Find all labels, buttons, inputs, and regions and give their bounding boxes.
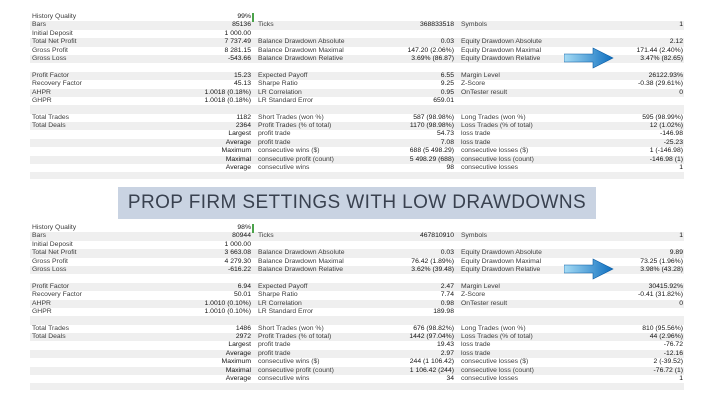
metric-value: 99% — [237, 13, 251, 20]
metric-label: Profit Trades (% of total) — [258, 333, 332, 341]
metric-value: 98% — [237, 224, 251, 231]
table-row — [30, 38, 684, 46]
metric-label: LR Standard Error — [258, 307, 314, 315]
metric-value: 8 281.15 — [224, 46, 251, 54]
metric-label: profit trade — [258, 349, 291, 357]
metric-value: 0 — [679, 88, 683, 96]
table-row — [30, 241, 684, 249]
metric-value: 1 000.00 — [224, 240, 251, 248]
metric-value: 1 — [679, 375, 683, 383]
metric-value: Average — [225, 375, 251, 383]
spacer-row — [30, 316, 684, 324]
metric-label: Balance Drawdown Absolute — [258, 249, 345, 257]
metric-label: GHPR — [32, 307, 52, 315]
table-row — [30, 21, 684, 29]
backtest-report-table-bottom — [30, 224, 684, 390]
metric-value: 2.47 — [440, 282, 454, 290]
metric-label: Balance Drawdown Relative — [258, 54, 344, 62]
metric-label: Equity Drawdown Relative — [461, 54, 541, 62]
metric-value: 1486 — [235, 324, 251, 332]
metric-value: 73.25 (1.96%) — [640, 257, 683, 265]
highlight-arrow-icon — [564, 47, 614, 69]
metric-value: 6.94 — [237, 282, 251, 290]
metric-label: Gross Loss — [32, 54, 67, 62]
metric-value: 3.62% (39.48) — [411, 265, 454, 273]
metric-label: Profit Factor — [32, 71, 70, 79]
metric-value: 3.98% (43.28) — [580, 266, 684, 274]
table-row — [30, 114, 684, 122]
metric-value: 30415.92% — [648, 282, 683, 290]
metric-label: Equity Drawdown Absolute — [461, 249, 542, 257]
metric-value: 467810910 — [419, 232, 454, 240]
table-footer-band — [30, 172, 684, 179]
metric-value: 0.03 — [440, 249, 454, 257]
metric-label: Long Trades (won %) — [461, 324, 526, 332]
metric-label: Recovery Factor — [32, 291, 82, 299]
highlight-arrow-icon — [564, 258, 614, 280]
metric-value: Maximum — [221, 147, 251, 155]
metric-value: 98 — [446, 164, 454, 172]
metric-label: Gross Profit — [32, 257, 68, 265]
table-row — [30, 122, 684, 130]
metric-value: 2972 — [235, 333, 251, 341]
metric-label: loss trade — [461, 138, 491, 146]
metric-value: Largest — [228, 130, 251, 138]
metric-label: LR Standard Error — [258, 96, 314, 104]
metric-value: 12 (1.02%) — [649, 122, 683, 130]
table-footer-band — [30, 383, 684, 390]
metric-value: 54.73 — [436, 130, 454, 138]
metric-value: 2364 — [235, 122, 251, 130]
metric-label: Short Trades (won %) — [258, 324, 324, 332]
metric-value: 1 — [679, 164, 683, 172]
spacer-row — [30, 105, 684, 113]
metric-value: 244 (1 106.42) — [409, 358, 454, 366]
metric-label: consecutive wins ($) — [258, 147, 320, 155]
metric-value: 80944 — [232, 232, 251, 240]
metric-label: consecutive wins ($) — [258, 358, 320, 366]
metric-value: 1 000.00 — [224, 29, 251, 37]
metric-value: 45.13 — [233, 80, 251, 88]
metric-value: 1182 — [236, 113, 251, 121]
metric-value: 1442 (97.04%) — [409, 333, 454, 341]
metric-value: 44 (2.96%) — [649, 333, 683, 341]
table-row — [30, 89, 684, 97]
metric-value: 5 498.29 (688) — [409, 155, 454, 163]
metric-label: Initial Deposit — [32, 29, 73, 37]
history-quality-bar-fill — [252, 13, 254, 22]
metric-value: Largest — [228, 341, 251, 349]
metric-label: Balance Drawdown Absolute — [258, 38, 345, 46]
metric-value: 7 737.49 — [224, 38, 251, 46]
metric-label: consecutive losses ($) — [461, 147, 529, 155]
metric-value: 1.0018 (0.18%) — [204, 88, 251, 96]
metric-label: History Quality — [32, 224, 77, 231]
metric-value: 2.12 — [669, 38, 683, 46]
table-row — [30, 283, 684, 291]
metric-label: LR Correlation — [258, 299, 302, 307]
metric-label: Equity Drawdown Relative — [461, 265, 541, 273]
metric-value: Average — [225, 349, 251, 357]
metric-label: consecutive losses — [461, 375, 519, 383]
metric-label: Margin Level — [461, 282, 500, 290]
metric-value: 7.08 — [440, 138, 454, 146]
metric-label: OnTester result — [461, 88, 508, 96]
metric-label: Gross Profit — [32, 46, 68, 54]
metric-value: -0.38 (29.61%) — [638, 80, 683, 88]
metric-value: -12.16 — [663, 349, 683, 357]
metric-label: Expected Payoff — [258, 282, 308, 290]
metric-value: 50.01 — [233, 291, 251, 299]
metric-value: 1 — [679, 232, 683, 240]
metric-value: 6.55 — [440, 71, 454, 79]
metric-label: Symbols — [461, 21, 488, 29]
metric-label: Loss Trades (% of total) — [461, 122, 533, 130]
metric-label: Balance Drawdown Maximal — [258, 257, 344, 265]
metric-value: 0.03 — [440, 38, 454, 46]
metric-label: Equity Drawdown Maximal — [461, 257, 542, 265]
metric-value: 34 — [446, 375, 454, 383]
metric-value: 1.0018 (0.18%) — [204, 96, 251, 104]
metric-label: Equity Drawdown Maximal — [461, 46, 542, 54]
metric-value: 85136 — [232, 21, 251, 29]
metric-value: -76.72 (1) — [653, 366, 683, 374]
metric-label: Total Net Profit — [32, 38, 77, 46]
metric-value: 1 — [679, 21, 683, 29]
metric-value: 4 279.30 — [224, 257, 251, 265]
metric-label: Sharpe Ratio — [258, 80, 298, 88]
metric-value: 3.69% (86.87) — [411, 54, 454, 62]
metric-label: loss trade — [461, 349, 491, 357]
metric-label: consecutive loss (count) — [461, 366, 534, 374]
metric-value: 9.89 — [669, 249, 683, 257]
history-quality-row — [30, 224, 684, 232]
metric-label: Total Trades — [32, 113, 70, 121]
metric-label: consecutive wins — [258, 375, 310, 383]
metric-label: Balance Drawdown Relative — [258, 265, 344, 273]
table-row — [30, 308, 684, 316]
metric-value: 810 (95.56%) — [642, 324, 683, 332]
metric-label: Sharpe Ratio — [258, 291, 298, 299]
metric-value: Average — [225, 138, 251, 146]
table-row — [30, 350, 684, 358]
metric-value: 171.44 (2.40%) — [636, 46, 683, 54]
backtest-report-table-top — [30, 13, 684, 179]
metric-value: -543.66 — [227, 54, 251, 62]
metric-label: consecutive profit (count) — [258, 155, 334, 163]
metric-label: AHPR — [32, 299, 51, 307]
metric-value: 659.01 — [433, 96, 454, 104]
metric-label: Gross Loss — [32, 265, 67, 273]
metric-value: Average — [225, 164, 251, 172]
metric-value: Maximal — [225, 155, 251, 163]
table-row — [30, 164, 684, 172]
metric-label: Bars — [32, 21, 46, 29]
metric-value: 19.43 — [436, 341, 454, 349]
history-quality-bar-fill — [252, 224, 254, 233]
metric-value: 0 — [679, 299, 683, 307]
table-row — [30, 325, 684, 333]
table-row — [30, 97, 684, 105]
metric-value: 676 (98.82%) — [413, 324, 454, 332]
table-row — [30, 139, 684, 147]
metric-label: Balance Drawdown Maximal — [258, 46, 344, 54]
history-quality-row — [30, 13, 684, 21]
table-row — [30, 156, 684, 164]
metric-value: 0.95 — [440, 88, 454, 96]
table-row — [30, 30, 684, 38]
table-row — [30, 333, 684, 341]
table-row — [30, 232, 684, 240]
table-row — [30, 130, 684, 138]
metric-label: Ticks — [258, 232, 274, 240]
banner-title: PROP FIRM SETTINGS WITH LOW DRAWDOWNS — [118, 187, 596, 219]
table-row — [30, 72, 684, 80]
metric-value: 3.47% (82.65) — [580, 55, 684, 63]
metric-value: 147.20 (2.06%) — [407, 46, 454, 54]
metric-label: loss trade — [461, 130, 491, 138]
metric-label: OnTester result — [461, 299, 508, 307]
metric-label: Recovery Factor — [32, 80, 82, 88]
metric-label: Expected Payoff — [258, 71, 308, 79]
metric-value: 9.25 — [440, 80, 454, 88]
metric-value: 2 (-39.52) — [653, 358, 683, 366]
metric-label: Initial Deposit — [32, 240, 73, 248]
metric-value: 1170 (98.98%) — [409, 122, 454, 130]
metric-label: Total Net Profit — [32, 249, 77, 257]
metric-value: 368833518 — [419, 21, 454, 29]
history-quality-bar — [252, 14, 646, 21]
metric-label: Margin Level — [461, 71, 500, 79]
metric-value: 587 (98.98%) — [413, 113, 454, 121]
metric-value: 189.98 — [433, 307, 454, 315]
metric-label: Total Trades — [32, 324, 70, 332]
metric-value: -616.22 — [227, 265, 251, 273]
metric-label: AHPR — [32, 88, 51, 96]
metric-value: 1.0010 (0.10%) — [204, 299, 251, 307]
metric-label: Z-Score — [461, 291, 486, 299]
metric-label: consecutive losses — [461, 164, 519, 172]
metric-value: Maximum — [221, 358, 251, 366]
metric-value: 0.98 — [440, 299, 454, 307]
metric-label: Profit Factor — [32, 282, 70, 290]
metric-label: Symbols — [461, 232, 488, 240]
table-row — [30, 147, 684, 155]
metric-label: profit trade — [258, 341, 291, 349]
metric-label: Total Deals — [32, 333, 66, 341]
metric-label: consecutive wins — [258, 164, 310, 172]
metric-value: Maximal — [225, 366, 251, 374]
metric-value: 7.74 — [440, 291, 454, 299]
metric-label: GHPR — [32, 96, 52, 104]
metric-label: Equity Drawdown Absolute — [461, 38, 542, 46]
metric-value: -146.98 (1) — [649, 155, 683, 163]
metric-value: 3 663.08 — [224, 249, 251, 257]
table-row — [30, 300, 684, 308]
metric-label: consecutive profit (count) — [258, 366, 334, 374]
metric-label: Bars — [32, 232, 46, 240]
metric-value: 76.42 (1.89%) — [411, 257, 454, 265]
metric-label: Profit Trades (% of total) — [258, 122, 332, 130]
metric-value: 2.97 — [440, 349, 454, 357]
history-quality-bar — [252, 225, 646, 232]
table-row — [30, 358, 684, 366]
metric-value: 1 106.42 (244) — [409, 366, 454, 374]
table-row — [30, 80, 684, 88]
table-row — [30, 291, 684, 299]
metric-value: -25.23 — [663, 138, 683, 146]
metric-label: consecutive loss (count) — [461, 155, 534, 163]
metric-label: History Quality — [32, 13, 77, 20]
metric-value: 1.0010 (0.10%) — [204, 307, 251, 315]
metric-value: -0.41 (31.82%) — [638, 291, 683, 299]
metric-value: 595 (98.99%) — [642, 113, 683, 121]
table-row — [30, 341, 684, 349]
metric-label: consecutive losses ($) — [461, 358, 529, 366]
metric-label: Ticks — [258, 21, 274, 29]
metric-label: Loss Trades (% of total) — [461, 333, 533, 341]
metric-label: loss trade — [461, 341, 491, 349]
metric-value: 688 (5 498.29) — [409, 147, 454, 155]
metric-label: Total Deals — [32, 122, 66, 130]
table-row — [30, 375, 684, 383]
metric-label: Long Trades (won %) — [461, 113, 526, 121]
metric-label: Z-Score — [461, 80, 486, 88]
metric-value: 26122.93% — [648, 71, 683, 79]
metric-value: -76.72 — [663, 341, 683, 349]
table-row — [30, 266, 684, 274]
table-row — [30, 55, 684, 63]
metric-label: profit trade — [258, 130, 291, 138]
metric-label: LR Correlation — [258, 88, 302, 96]
metric-value: -146.98 — [659, 130, 683, 138]
metric-label: profit trade — [258, 138, 291, 146]
metric-value: 1 (-146.98) — [649, 147, 683, 155]
table-row — [30, 249, 684, 257]
metric-label: Short Trades (won %) — [258, 113, 324, 121]
table-row — [30, 367, 684, 375]
metric-value: 15.23 — [233, 71, 251, 79]
